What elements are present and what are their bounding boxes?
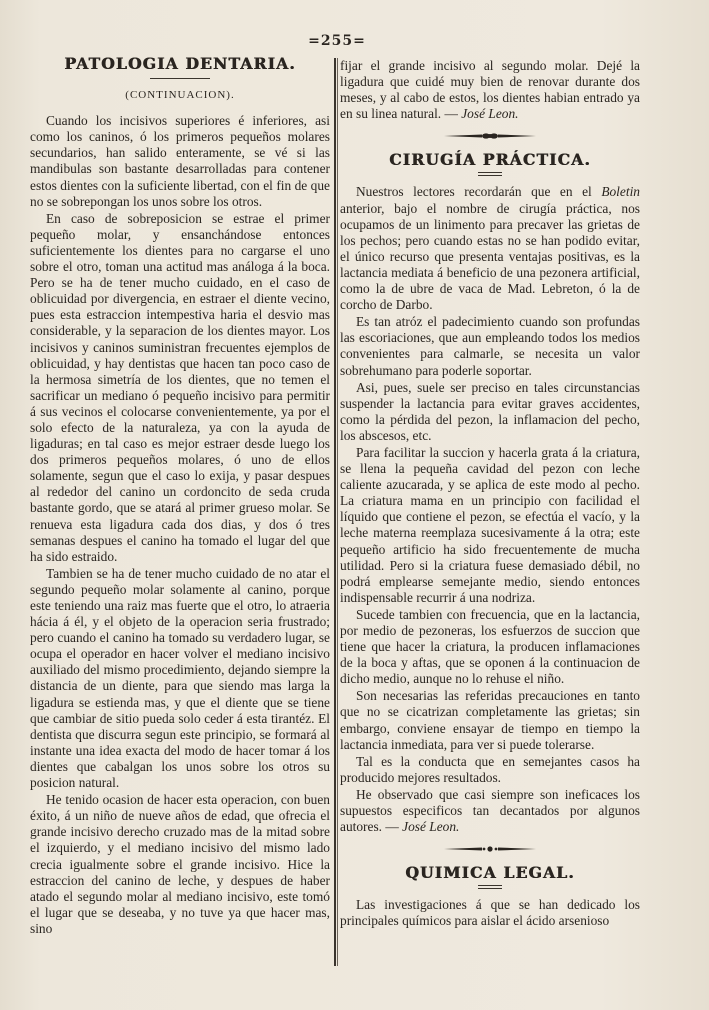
paragraph: En caso de sobreposicion se estrae el primer pequeño molar, y ensanchándose entonces suficientemente los dientes para no cargarse el uno sobre el otro, toman una actitud mas análoga á la boca. Pero se ha de tener mucho cuidado, en el caso de oblicuidad por divergencia, en estraer el diente vecino, pues esta estraccion intempestiva haria el desvio mas considerable, y la separacion de los dientes mayor. Los incisivos y caninos suministran frecuentes ejemplos de oblicuidad, y hay dentistas que hacen tan poco caso de la hermosa simetría de los dientes, que no temen el sacrificar un mediano ó pequeño incisivo para permitir á sus vecinos el colocarse convenientemente, ya por el solo efecto de la naturaleza, ya con la ayuda de ligaduras; en tal caso es mejor estraer desde luego los dos primeros pequeños molares, ó uno de ellos solamente, segun que el caso lo exija, y pasar despues al rededor del canino un cordoncito de seda cruda bastante gordo, que se atará al primer grueso molar. Se renueva esta ligadura cada dos dias, y dos ó tres semanas despues el canino ha tomado el lugar del que ha sido estraido. xyxy=(30,210,330,564)
column-rule-inner xyxy=(337,58,338,966)
continued-text: fijar el grande incisivo al segundo molar. Dejé la ligadura que cuidé muy bien de renovar durante dos meses, y al cabo de estos, los dientes habian entrado ya en su linea natural. — xyxy=(340,58,640,122)
ornament-divider xyxy=(340,130,640,142)
paragraph-text: anterior, bajo el nombre de cirugía práctica, nos ocupamos de un linimento para precaver las grietas de los pechos; pero cuando estas no se han podido evitar, el único recurso que presenta ventajas positivas, es la lactancia mediata á beneficio de una pezonera artificial, como la de ubre de vaca de Mad. Lebreton, ó la de corcho de Darbo. xyxy=(340,200,640,313)
paragraph: Son necesarias las referidas precauciones en tanto que no se cicatrizan completamente las grietas; sin embargo, conviene ensayar de tiempo en tiempo la lactancia inmediata, para ver si puede tolerarse. xyxy=(340,688,640,752)
paragraph: He tenido ocasion de hacer esta operacion, con buen éxito, á un niño de nueve años de edad, que ofrecia el grande incisivo derecho cruzado mas de la mitad sobre el izquierdo, y el mediano incisivo del mismo lado crecia igualmente sobre el grande incisivo. Hice la estraccion del canino de leche, y despues de haber atado el segundo molar al mediano incisivo, este tomó el lugar que se deseaba, y no tuve ya que hacer mas, sino xyxy=(30,792,330,936)
page-number: =255= xyxy=(308,33,366,49)
paragraph: Es tan atróz el padecimiento cuando son profundas las escoriaciones, que aun empleando todos los medios convenientes para calmarle, se necesita un valor sobrehumano para poderle soportar. xyxy=(340,314,640,378)
section-subtitle: (CONTINUACION). xyxy=(125,89,235,102)
section-title-cirugia: CIRUGÍA PRÁCTICA. xyxy=(389,150,591,170)
title-separator xyxy=(478,172,502,176)
paragraph-text: He observado que casi siempre son ineficaces los supuestos especificos tan decantados por algunos autores. — xyxy=(340,786,640,835)
ornament-divider xyxy=(340,843,640,855)
section-title-patologia: PATOLOGIA DENTARIA. xyxy=(64,54,296,73)
continued-paragraph xyxy=(340,58,640,122)
paragraph: Tambien se ha de tener mucho cuidado de no atar el segundo pequeño molar solamente al canino, porque este teniendo una raiz mas fuerte que el otro, lo atraeria hácia á él, y el objeto de la operacion seria frustrado; pero cuando el canino ha tomado su verdadero lugar, se ocupa el operador en hacer volver el mediano incisivo auxiliado del mismo procedimiento, dejando siempre la distancia de un diente, para que siendo mas larga la ligadura se estienda mas, y que el diente que se tiene que cambiar de sitio pueda solo ceder á esta tirantéz. El dentista que discurra segun este principio, se formará al instante una idea exacta del modo de hacer tomar á los dientes que cabalgan los unos sobre los otros su posicion natural. xyxy=(30,565,330,791)
paragraph-text: Nuestros lectores recordarán que en el xyxy=(356,184,592,200)
ornament-icon xyxy=(442,131,538,141)
paragraph xyxy=(340,184,640,313)
author-signature: José Leon. xyxy=(402,819,460,835)
ornament-icon xyxy=(442,844,538,854)
paragraph: Asi, pues, suele ser preciso en tales circunstancias suspender la lactancia para evitar graves accidentes, como la pérdida del pezon, la inflamacion del pecho, los abscesos, etc. xyxy=(340,379,640,443)
right-column xyxy=(340,58,640,931)
paragraph: Las investigaciones á que se han dedicado los principales químicos para aislar el ácido arsenioso xyxy=(340,897,640,929)
paragraph xyxy=(340,787,640,835)
emphasis-boletin: Boletin xyxy=(601,184,640,200)
column-rule xyxy=(334,58,336,966)
paragraph: Para facilitar la succion y hacerla grata á la criatura, se llena la pequeña cavidad del pezon con leche caliente azucarada, y se aplica de este modo al pecho. La criatura mama en un principio con facilidad el líquido que contiene el pezon, se efectúa el vacío, y la leche materna reemplaza sucesivamente á la otra; este pequeño artificio ha sido frecuentemente de mucha utilidad. Pero si la criatura fuese demasiado débil, no podrá emplearse semejante medio, siendo entonces indispensable recurrir á una nodriza. xyxy=(340,444,640,605)
section-title-quimica: QUIMICA LEGAL. xyxy=(405,863,575,883)
title-separator xyxy=(478,885,502,889)
paragraph: Cuando los incisivos superiores é inferiores, asi como los caninos, ó los primeros pequeños molares secundarios, han salido enteramente, se vé si las mandibulas son bastante desarrolladas para contener estos dientes con la suficiente libertad, con el fin de que no se sobrepongan los unos sobre los otros. xyxy=(30,113,330,209)
title-separator xyxy=(150,78,210,79)
left-column xyxy=(30,56,330,938)
author-signature: José Leon. xyxy=(461,106,519,122)
paragraph: Sucede tambien con frecuencia, que en la lactancia, por medio de pezoneras, los esfuerzos de succion que tiene que hacer la criatura, la producen inflamaciones de la boca y aftas, que se oponen á la continuacion de dicho medio, aunque no lo rehuse el niño. xyxy=(340,606,640,687)
paragraph: Tal es la conducta que en semejantes casos ha producido mejores resultados. xyxy=(340,753,640,785)
